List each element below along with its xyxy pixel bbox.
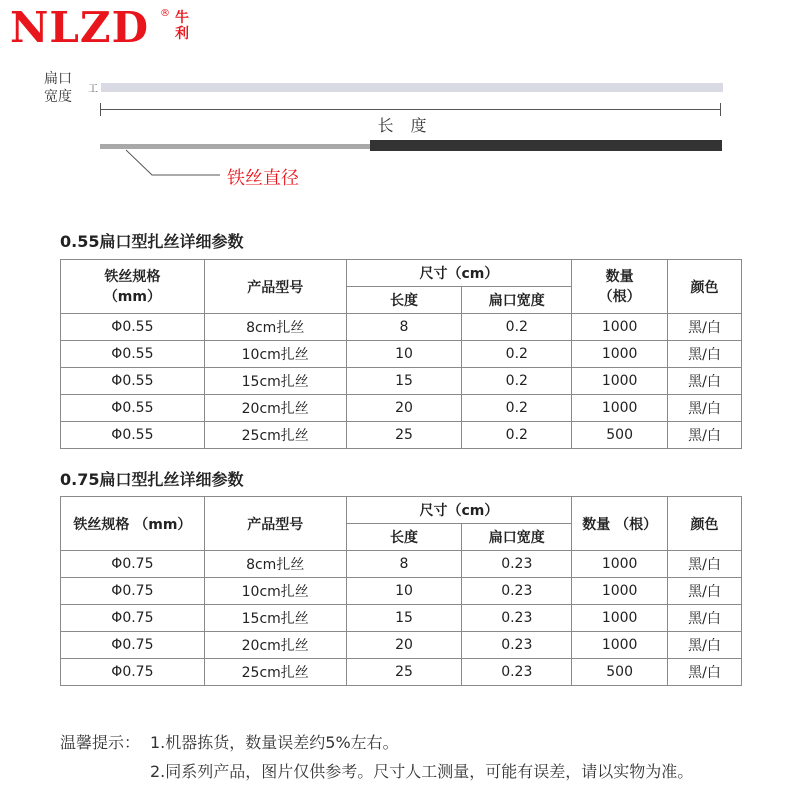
table-row [61,368,742,395]
header-color: 颜色 [668,497,742,551]
cell-diameter: Φ0.55 [61,395,205,422]
cell-length: 8 [346,551,462,578]
cell-model: 20cm扎丝 [204,632,346,659]
header-model: 产品型号 [204,497,346,551]
diameter-callout-line [0,0,800,200]
spec-table-055 [60,259,742,449]
cell-color: 黑/白 [668,395,742,422]
cell-quantity: 1000 [572,341,668,368]
table-row [61,395,742,422]
cell-quantity: 1000 [572,368,668,395]
cell-length: 15 [346,368,462,395]
cell-length: 25 [346,659,462,686]
cell-flat-width: 0.23 [462,605,572,632]
wire-diameter-label: 铁丝直径 [227,168,299,189]
table-row [61,314,742,341]
header-quantity: 数量 （根） [572,260,668,314]
table2-title: 0.75扁口型扎丝详细参数 [60,470,244,489]
table1-title: 0.55扁口型扎丝详细参数 [60,232,244,251]
header-diameter: 铁丝规格 （mm） [61,260,205,314]
cell-quantity: 1000 [572,551,668,578]
header-size: 尺寸（cm） [346,260,572,287]
length-label: 长 度 [377,116,433,135]
cell-flat-width: 0.2 [462,314,572,341]
cell-length: 25 [346,422,462,449]
cell-model: 8cm扎丝 [204,314,346,341]
cell-color: 黑/白 [668,605,742,632]
brand-chinese-name: 牛利 [175,10,189,42]
cell-quantity: 1000 [572,578,668,605]
cell-length: 10 [346,341,462,368]
header-flat-width: 扁口宽度 [462,287,572,314]
cell-flat-width: 0.23 [462,551,572,578]
table-row [61,659,742,686]
cell-quantity: 500 [572,422,668,449]
table-row [61,422,742,449]
cell-diameter: Φ0.75 [61,578,205,605]
notes-line-2: 2.同系列产品，图片仅供参考。尺寸人工测量，可能有误差，请以实物为准。 [150,762,694,781]
cell-quantity: 500 [572,659,668,686]
cell-diameter: Φ0.75 [61,551,205,578]
cell-flat-width: 0.23 [462,659,572,686]
table-row [61,578,742,605]
cell-length: 10 [346,578,462,605]
cell-length: 20 [346,632,462,659]
cell-color: 黑/白 [668,632,742,659]
flat-width-label: 扁口宽度 [44,71,72,105]
cell-color: 黑/白 [668,422,742,449]
table-row [61,341,742,368]
cell-color: 黑/白 [668,659,742,686]
cell-length: 15 [346,605,462,632]
flat-width-mark: 工 [88,84,98,95]
spec-table-075 [60,496,742,686]
header-flat-width: 扁口宽度 [462,524,572,551]
brand-logo: NLZD [10,3,150,52]
cell-diameter: Φ0.75 [61,605,205,632]
cell-quantity: 1000 [572,314,668,341]
cell-color: 黑/白 [668,578,742,605]
cell-diameter: Φ0.75 [61,632,205,659]
cell-model: 25cm扎丝 [204,659,346,686]
cell-length: 8 [346,314,462,341]
cell-model: 20cm扎丝 [204,395,346,422]
cell-model: 10cm扎丝 [204,341,346,368]
cell-flat-width: 0.2 [462,422,572,449]
cell-quantity: 1000 [572,395,668,422]
header-quantity: 数量 （根） [572,497,668,551]
cell-model: 15cm扎丝 [204,368,346,395]
notes-line-1: 1.机器拣货，数量误差约5%左右。 [150,733,399,752]
cell-diameter: Φ0.55 [61,314,205,341]
header-size: 尺寸（cm） [346,497,572,524]
header-color: 颜色 [668,260,742,314]
cell-color: 黑/白 [668,341,742,368]
cell-diameter: Φ0.55 [61,368,205,395]
cell-diameter: Φ0.55 [61,422,205,449]
cell-flat-width: 0.2 [462,341,572,368]
registered-mark: ® [160,8,170,19]
cell-quantity: 1000 [572,605,668,632]
cell-model: 15cm扎丝 [204,605,346,632]
cell-flat-width: 0.2 [462,368,572,395]
cell-color: 黑/白 [668,368,742,395]
table-row [61,551,742,578]
table-row [61,605,742,632]
header-model: 产品型号 [204,260,346,314]
header-diameter: 铁丝规格 （mm） [61,497,205,551]
cell-color: 黑/白 [668,314,742,341]
cell-flat-width: 0.23 [462,632,572,659]
cell-color: 黑/白 [668,551,742,578]
notes-prefix: 温馨提示： [60,733,141,752]
cell-model: 8cm扎丝 [204,551,346,578]
cell-model: 10cm扎丝 [204,578,346,605]
cell-length: 20 [346,395,462,422]
header-length: 长度 [346,524,462,551]
cell-flat-width: 0.23 [462,578,572,605]
cell-model: 25cm扎丝 [204,422,346,449]
cell-diameter: Φ0.75 [61,659,205,686]
cell-flat-width: 0.2 [462,395,572,422]
header-length: 长度 [346,287,462,314]
cell-quantity: 1000 [572,632,668,659]
table-row [61,632,742,659]
cell-diameter: Φ0.55 [61,341,205,368]
